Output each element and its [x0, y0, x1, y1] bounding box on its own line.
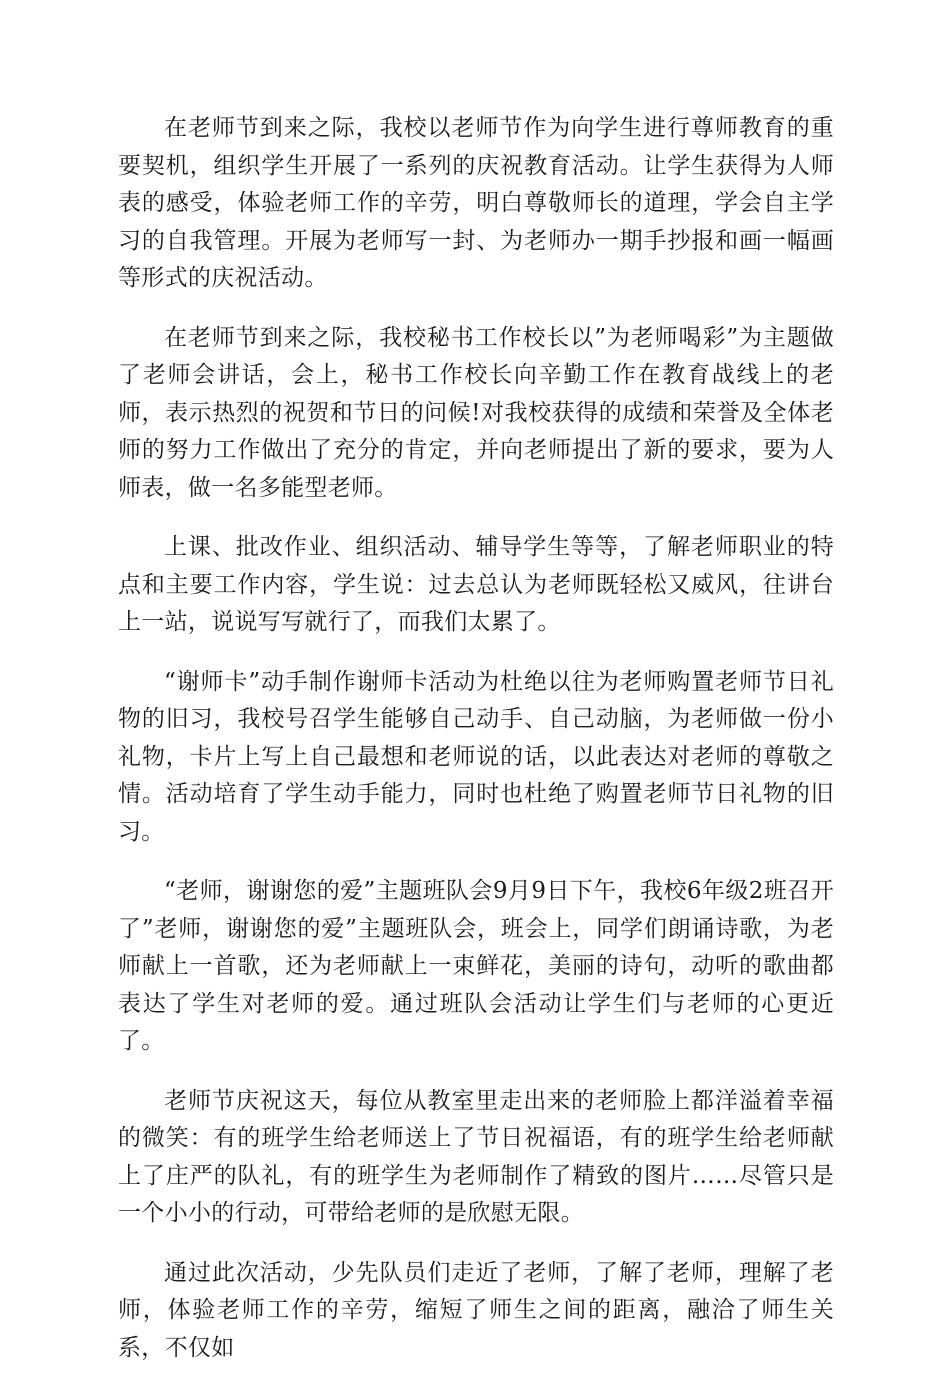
paragraph-5: “老师，谢谢您的爱”主题班队会9月9日下午，我校6年级2班召开了”老师，谢谢您的爱”主题班队会，班会上，同学们朗诵诗歌，为老师献上一首歌，还为老师献上一束鲜花，美丽的诗句，动听的歌曲都表达了学生对老师的爱。通过班队会活动让学生们与老师的心更近了。 — [118, 878, 834, 1054]
paragraph-6: 老师节庆祝这天，每位从教室里走出来的老师脸上都洋溢着幸福的微笑：有的班学生给老师送上了节日祝福语，有的班学生给老师献上了庄严的队礼，有的班学生为老师制作了精致的图片……尽管只是一个小小的行动，可带给老师的是欣慰无限。 — [118, 1087, 834, 1226]
paragraph-3: 上课、批改作业、组织活动、辅导学生等等，了解老师职业的特点和主要工作内容，学生说：过去总认为老师既轻松又威风，往讲台上一站，说说写写就行了，而我们太累了。 — [118, 534, 834, 635]
paragraph-1: 在老师节到来之际，我校以老师节作为向学生进行尊师教育的重要契机，组织学生开展了一系列的庆祝教育活动。让学生获得为人师表的感受，体验老师工作的辛劳，明白尊敬师长的道理，学会自主学习的自我管理。开展为老师写一封、为老师办一期手抄报和画一幅画等形式的庆祝活动。 — [118, 115, 834, 291]
paragraph-7: 通过此次活动，少先队员们走近了老师，了解了老师，理解了老师，体验老师工作的辛劳，缩短了师生之间的距离，融洽了师生关系，不仅如 — [118, 1259, 834, 1361]
paragraph-2: 在老师节到来之际，我校秘书工作校长以”为老师喝彩”为主题做了老师会讲话，会上，秘书工作校长向辛勤工作在教育战线上的老师，表示热烈的祝贺和节日的问候!对我校获得的成绩和荣誉及全体老师的努力工作做出了充分的肯定，并向老师提出了新的要求，要为人师表，做一名多能型老师。 — [118, 324, 834, 501]
paragraph-4: “谢师卡”动手制作谢师卡活动为杜绝以往为老师购置老师节日礼物的旧习，我校号召学生能够自己动手、自己动脑，为老师做一份小礼物，卡片上写上自己最想和老师说的话，以此表达对老师的尊敬之情。活动培育了学生动手能力，同时也杜绝了购置老师节日礼物的旧习。 — [118, 668, 834, 845]
document-body — [118, 110, 834, 1389]
